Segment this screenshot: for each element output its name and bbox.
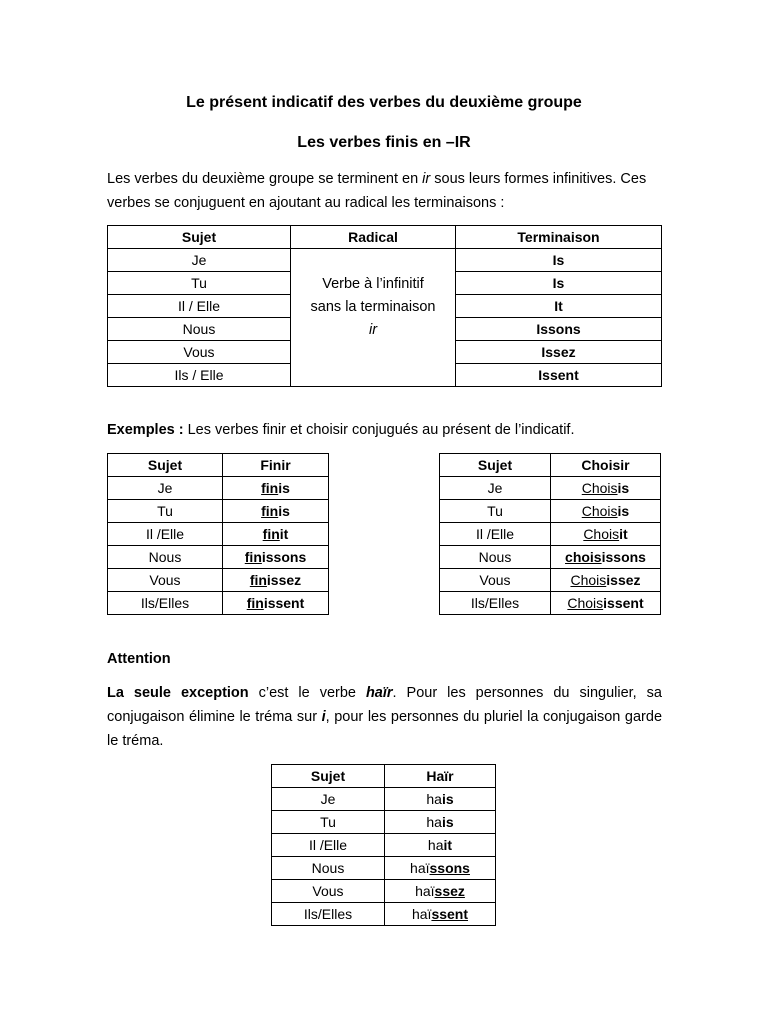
- stem: haï: [411, 906, 432, 922]
- radical-line-2: sans la terminaison: [310, 299, 436, 315]
- subject-cell: Vous: [440, 569, 551, 592]
- stem: Chois: [567, 595, 604, 611]
- stem: ha: [427, 837, 444, 853]
- ending: is: [617, 503, 630, 519]
- conjugation-cell: [385, 903, 496, 926]
- conjugation-cell: [223, 569, 329, 592]
- ending: issons: [601, 549, 646, 565]
- header-sujet: Sujet: [440, 454, 551, 477]
- subject-cell: Je: [272, 788, 385, 811]
- ending: ssez: [434, 883, 465, 899]
- stem: fin: [246, 595, 264, 611]
- conjugation-cell: [551, 546, 661, 569]
- table-hair: [271, 764, 496, 926]
- stem: Chois: [570, 572, 607, 588]
- examples-label: Exemples :: [107, 422, 184, 438]
- conjugation-cell: [551, 569, 661, 592]
- subject-cell: Vous: [108, 341, 291, 364]
- conjugation-cell: [223, 546, 329, 569]
- ending-cell: Is: [456, 249, 662, 272]
- subject-cell: Vous: [272, 880, 385, 903]
- stem: fin: [261, 480, 279, 496]
- intro-text-1: Les verbes du deuxième groupe se terminent en: [107, 171, 423, 187]
- ending-cell: It: [456, 295, 662, 318]
- ending: issez: [606, 572, 641, 588]
- header-finir: Finir: [223, 454, 329, 477]
- table-finir: [107, 453, 329, 615]
- conjugation-cell: [551, 477, 661, 500]
- subject-cell: Il /Elle: [108, 523, 223, 546]
- subject-cell: Tu: [440, 500, 551, 523]
- exception-verb: haïr: [365, 685, 393, 701]
- header-sujet: Sujet: [108, 226, 291, 249]
- subject-cell: Ils/Elles: [440, 592, 551, 615]
- conjugation-cell: [385, 880, 496, 903]
- conjugation-cell: [551, 500, 661, 523]
- header-terminaison: Terminaison: [456, 226, 662, 249]
- subject-cell: Ils / Elle: [108, 364, 291, 387]
- examples-line: [107, 418, 662, 442]
- ending: it: [279, 526, 289, 542]
- subject-cell: Nous: [440, 546, 551, 569]
- subject-cell: Tu: [272, 811, 385, 834]
- stem: fin: [261, 503, 279, 519]
- stem: Chois: [581, 503, 618, 519]
- subject-cell: Je: [440, 477, 551, 500]
- radical-cell: [291, 249, 456, 387]
- ending: is: [441, 791, 454, 807]
- conjugation-cell: [551, 523, 661, 546]
- radical-line-3: ir: [368, 322, 378, 338]
- conjugation-cell: [223, 477, 329, 500]
- table-choisir: [439, 453, 661, 615]
- conjugation-cell: [385, 834, 496, 857]
- subject-cell: Il /Elle: [272, 834, 385, 857]
- exception-bold: La seule exception: [107, 685, 249, 701]
- stem: Chois: [581, 480, 618, 496]
- stem: fin: [249, 572, 267, 588]
- subject-cell: Il /Elle: [440, 523, 551, 546]
- subject-cell: Tu: [108, 500, 223, 523]
- page-title: Le présent indicatif des verbes du deuxième groupe: [186, 94, 582, 111]
- subject-cell: Vous: [108, 569, 223, 592]
- stem: ha: [426, 791, 442, 807]
- ending-cell: Is: [456, 272, 662, 295]
- stem: Chois: [583, 526, 620, 542]
- ending-cell: Issent: [456, 364, 662, 387]
- header-sujet: Sujet: [108, 454, 223, 477]
- stem: fin: [262, 526, 280, 542]
- ending: ssent: [431, 906, 469, 922]
- exception-text-3: , pour les personnes du pluriel la conjugaison garde le tréma.: [107, 709, 663, 749]
- subject-cell: Nous: [108, 318, 291, 341]
- examples-text: Les verbes finir et choisir conjugués au présent de l’indicatif.: [183, 422, 575, 438]
- stem: ha: [426, 814, 442, 830]
- ending: is: [278, 503, 290, 519]
- ending: is: [617, 480, 630, 496]
- subject-cell: Tu: [108, 272, 291, 295]
- ending: issons: [261, 549, 307, 565]
- subject-cell: Il / Elle: [108, 295, 291, 318]
- ending: it: [443, 837, 453, 853]
- stem: haï: [415, 883, 435, 899]
- conjugation-cell: [223, 592, 329, 615]
- header-sujet: Sujet: [272, 765, 385, 788]
- header-choisir: Choisir: [551, 454, 661, 477]
- subject-cell: Je: [108, 249, 291, 272]
- ending: it: [619, 526, 628, 542]
- conjugation-cell: [385, 811, 496, 834]
- ending: is: [441, 814, 454, 830]
- ending-cell: Issons: [456, 318, 662, 341]
- exception-text-1: c’est le verbe: [248, 685, 366, 701]
- ending: issez: [266, 572, 302, 588]
- ending: ssons: [429, 860, 470, 876]
- subject-cell: Nous: [108, 546, 223, 569]
- intro-text-2: sous leurs formes infinitives. Ces verbes se conjuguent en ajoutant au radical les terminaisons :: [107, 171, 647, 211]
- subject-cell: Ils/Elles: [108, 592, 223, 615]
- subject-cell: Nous: [272, 857, 385, 880]
- conjugation-cell: [223, 500, 329, 523]
- attention-heading: Attention: [107, 651, 171, 667]
- conjugation-cell: [551, 592, 661, 615]
- page-subtitle: Les verbes finis en –IR: [297, 134, 471, 151]
- subject-cell: Je: [108, 477, 223, 500]
- stem: fin: [244, 549, 262, 565]
- intro-italic: ir: [422, 171, 431, 187]
- ending: issent: [263, 595, 305, 611]
- conjugation-cell: [223, 523, 329, 546]
- ending: issent: [603, 595, 644, 611]
- intro-paragraph: [107, 167, 662, 215]
- stem: chois: [565, 549, 602, 565]
- header-radical: Radical: [291, 226, 456, 249]
- radical-line-1: Verbe à l’infinitif: [322, 276, 424, 292]
- exception-letter: i: [321, 709, 326, 725]
- conjugation-cell: [385, 857, 496, 880]
- conjugation-cell: [385, 788, 496, 811]
- ending: is: [278, 480, 290, 496]
- header-hair: Haïr: [385, 765, 496, 788]
- subject-cell: Ils/Elles: [272, 903, 385, 926]
- table-main: [107, 225, 662, 387]
- stem: haï: [410, 860, 430, 876]
- exception-paragraph: [107, 681, 662, 753]
- ending-cell: Issez: [456, 341, 662, 364]
- exception-text-2: . Pour les personnes du singulier, sa conjugaison élimine le tréma sur: [107, 685, 662, 725]
